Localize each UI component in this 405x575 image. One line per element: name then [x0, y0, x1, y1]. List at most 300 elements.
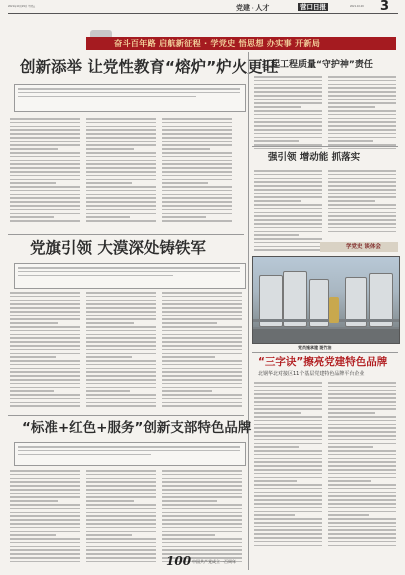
- text-line: [328, 91, 396, 93]
- text-line: [86, 515, 156, 517]
- text-line: [162, 318, 242, 320]
- text-line: [162, 213, 232, 215]
- article1-body-col2: [86, 118, 156, 228]
- text-line: [10, 330, 80, 332]
- text-line: [328, 473, 396, 475]
- text-line: [254, 401, 322, 403]
- right-article2-body-col2: [328, 170, 396, 236]
- text-line: [86, 220, 156, 222]
- text-line: [86, 213, 156, 215]
- right-article3-body-col1: [254, 382, 322, 552]
- text-line: [328, 541, 396, 543]
- text-line: [10, 209, 80, 211]
- text-line: [86, 152, 156, 154]
- text-line: [86, 292, 156, 294]
- text-line: [162, 160, 232, 162]
- text-line: [328, 137, 396, 139]
- text-line: [10, 118, 80, 120]
- text-line: [328, 408, 396, 410]
- text-line: [328, 110, 396, 112]
- text-line: [254, 390, 322, 392]
- text-line: [10, 322, 58, 324]
- text-line: [254, 465, 322, 467]
- text-line: [10, 129, 80, 131]
- text-line: [328, 450, 396, 452]
- text-line: [86, 318, 156, 320]
- text-line: [10, 474, 80, 476]
- text-line: [86, 216, 130, 218]
- text-line: [10, 216, 54, 218]
- text-line: [328, 189, 396, 191]
- text-line: [254, 382, 322, 384]
- text-line: [254, 102, 322, 104]
- text-line: [162, 515, 242, 517]
- text-line: [254, 200, 301, 202]
- text-line: [86, 137, 156, 139]
- text-line: [10, 371, 80, 373]
- text-line: [328, 427, 396, 429]
- text-line: [328, 469, 396, 471]
- text-line: [162, 148, 210, 150]
- text-line: [162, 201, 232, 203]
- text-line: [328, 386, 396, 388]
- text-line: [328, 174, 396, 176]
- text-line: [10, 194, 80, 196]
- text-line: [254, 129, 322, 131]
- text-line: [328, 458, 396, 460]
- article2-top-rule: [8, 234, 244, 235]
- text-line: [254, 174, 322, 176]
- text-line: [162, 133, 232, 135]
- text-line: [86, 167, 156, 169]
- text-line: [254, 522, 322, 524]
- text-line: [162, 315, 242, 317]
- text-line: [10, 405, 80, 407]
- right-article3-top-rule: [252, 352, 398, 353]
- text-line: [86, 122, 156, 124]
- text-line: [254, 227, 322, 229]
- text-line: [254, 110, 322, 112]
- text-line: [86, 182, 132, 184]
- text-line: [162, 122, 232, 124]
- article1-headline: 创新添举 让党性教育“熔炉”炉火更旺: [20, 58, 279, 76]
- text-line: [254, 529, 322, 531]
- text-line: [10, 144, 80, 146]
- text-line: [86, 209, 156, 211]
- text-line: [86, 179, 156, 181]
- text-line: [162, 171, 232, 173]
- text-line: [10, 398, 80, 400]
- text-line: [162, 368, 242, 370]
- text-line: [254, 84, 322, 86]
- text-line: [162, 375, 242, 377]
- text-line: [162, 349, 242, 351]
- text-line: [254, 91, 322, 93]
- text-line: [86, 534, 132, 536]
- text-line: [86, 300, 156, 302]
- text-line: [328, 488, 396, 490]
- text-line: [86, 201, 156, 203]
- text-line: [254, 95, 322, 97]
- text-line: [328, 95, 396, 97]
- text-line: [86, 405, 156, 407]
- text-line: [86, 538, 156, 540]
- text-line: [328, 212, 396, 214]
- text-line: [254, 238, 322, 240]
- text-line: [254, 495, 322, 497]
- text-line: [254, 541, 322, 543]
- text-line: [162, 405, 242, 407]
- text-line: [10, 303, 80, 305]
- text-line: [328, 431, 396, 433]
- text-line: [86, 334, 156, 336]
- text-line: [86, 508, 156, 510]
- text-line: [162, 542, 242, 544]
- text-line: [162, 345, 242, 347]
- text-line: [86, 129, 156, 131]
- text-line: [162, 129, 232, 131]
- text-line: [162, 197, 232, 199]
- text-line: [162, 220, 232, 222]
- text-line: [328, 397, 396, 399]
- text-line: [162, 334, 242, 336]
- text-line: [162, 353, 242, 355]
- text-line: [254, 99, 322, 101]
- text-line: [10, 197, 80, 199]
- text-line: [86, 402, 156, 404]
- text-line: [10, 337, 80, 339]
- text-line: [162, 489, 242, 491]
- text-line: [10, 349, 80, 351]
- side-tag: 学党史 谈体会: [346, 244, 381, 250]
- text-line: [86, 175, 156, 177]
- text-line: [328, 526, 396, 528]
- text-line: [328, 99, 396, 101]
- right-article3-subheadline: 北钢华北对接区11个基层党建特色品牌平台企业: [258, 371, 365, 377]
- text-line: [86, 496, 156, 498]
- article3-headline: “标准+红色+服务”创新支部特色品牌: [22, 420, 252, 436]
- text-line: [162, 402, 242, 404]
- text-line: [86, 478, 156, 480]
- text-line: [86, 531, 156, 533]
- text-line: [10, 152, 80, 154]
- text-line: [10, 531, 80, 533]
- text-line: [254, 137, 322, 139]
- text-line: [254, 249, 322, 251]
- text-line: [86, 315, 156, 317]
- text-line: [10, 390, 54, 392]
- text-line: [162, 356, 215, 358]
- text-line: [328, 492, 396, 494]
- text-line: [162, 141, 232, 143]
- text-line: [10, 148, 58, 150]
- text-line: [162, 311, 242, 313]
- text-line: [328, 129, 396, 131]
- text-line: [162, 390, 212, 392]
- text-line: [328, 121, 396, 123]
- text-line: [86, 390, 130, 392]
- text-line: [10, 220, 80, 222]
- text-line: [162, 167, 232, 169]
- text-line: [328, 401, 396, 403]
- text-line: [86, 549, 156, 551]
- text-line: [254, 118, 322, 120]
- text-line: [328, 420, 396, 422]
- text-line: [328, 518, 396, 520]
- text-line: [328, 208, 396, 210]
- text-line: [10, 160, 80, 162]
- text-line: [328, 480, 371, 482]
- text-line: [10, 307, 80, 309]
- text-line: [86, 353, 156, 355]
- text-line: [254, 443, 322, 445]
- text-line: [254, 76, 322, 78]
- photo-caption: 党员施承建 斑竹油: [298, 345, 332, 350]
- text-line: [328, 514, 369, 516]
- text-line: [86, 356, 132, 358]
- text-line: [328, 405, 396, 407]
- text-line: [86, 364, 156, 366]
- text-line: [162, 175, 232, 177]
- text-line: [328, 507, 396, 509]
- text-line: [86, 156, 156, 158]
- masthead-left-info: 2021年10月29日 星期五: [8, 5, 36, 8]
- text-line: [10, 201, 80, 203]
- text-line: [328, 133, 396, 135]
- text-line: [254, 212, 322, 214]
- article3-body-col1: [10, 470, 80, 568]
- text-line: [328, 140, 373, 142]
- text-line: [328, 170, 396, 172]
- text-line: [86, 160, 156, 162]
- text-line: [86, 512, 156, 514]
- text-line: [162, 527, 242, 529]
- right-article3-headline: “三字诀”擦亮党建特色品牌: [258, 356, 388, 368]
- text-line: [86, 118, 156, 120]
- text-line: [254, 477, 322, 479]
- text-line: [254, 170, 322, 172]
- text-line: [328, 178, 396, 180]
- text-line: [10, 387, 80, 389]
- text-line: [162, 474, 242, 476]
- article1-body-col1: [10, 118, 80, 228]
- text-line: [10, 538, 80, 540]
- text-line: [162, 179, 232, 181]
- text-line: [10, 515, 80, 517]
- text-line: [328, 393, 396, 395]
- text-line: [86, 489, 156, 491]
- text-line: [86, 303, 156, 305]
- text-line: [86, 171, 156, 173]
- text-line: [328, 511, 396, 513]
- text-line: [254, 461, 322, 463]
- text-line: [254, 533, 322, 535]
- text-line: [10, 481, 80, 483]
- text-line: [254, 503, 322, 505]
- text-line: [254, 431, 322, 433]
- text-line: [328, 223, 396, 225]
- text-line: [328, 185, 396, 187]
- text-line: [254, 507, 322, 509]
- text-line: [328, 522, 396, 524]
- text-line: [86, 546, 156, 548]
- text-line: [86, 194, 156, 196]
- right-article2-headline: 强引领 增动能 抓落实: [268, 152, 361, 163]
- text-line: [10, 137, 80, 139]
- text-line: [10, 175, 80, 177]
- text-line: [86, 542, 156, 544]
- text-line: [10, 126, 80, 128]
- text-line: [86, 474, 156, 476]
- text-line: [10, 375, 80, 377]
- text-line: [162, 398, 242, 400]
- masthead-section: 党建 · 人才: [236, 4, 270, 12]
- text-line: [162, 186, 232, 188]
- text-line: [86, 481, 156, 483]
- text-line: [162, 379, 242, 381]
- article2-body-col1: [10, 292, 80, 410]
- text-line: [10, 500, 58, 502]
- text-line: [254, 446, 299, 448]
- text-line: [10, 557, 80, 559]
- text-line: [86, 553, 156, 555]
- text-line: [10, 364, 80, 366]
- text-line: [86, 470, 156, 472]
- text-line: [10, 334, 80, 336]
- text-line: [162, 512, 242, 514]
- text-line: [328, 219, 396, 221]
- text-line: [10, 496, 80, 498]
- text-line: [86, 557, 156, 559]
- text-line: [254, 140, 299, 142]
- text-line: [86, 163, 156, 165]
- text-line: [254, 178, 322, 180]
- text-line: [328, 495, 396, 497]
- text-line: [328, 416, 396, 418]
- text-line: [254, 416, 322, 418]
- text-line: [328, 204, 396, 206]
- text-line: [86, 330, 156, 332]
- section-label: 党建: [236, 4, 250, 12]
- text-line: [86, 398, 156, 400]
- text-line: [86, 144, 156, 146]
- text-line: [86, 326, 156, 328]
- text-line: [86, 519, 156, 521]
- text-line: [254, 469, 322, 471]
- text-line: [10, 478, 80, 480]
- text-line: [162, 360, 242, 362]
- text-line: [10, 470, 80, 472]
- text-line: [254, 424, 322, 426]
- text-line: [162, 387, 242, 389]
- masthead-date: 2021.10.29: [350, 5, 364, 8]
- text-line: [254, 545, 322, 547]
- text-line: [254, 114, 322, 116]
- text-line: [10, 300, 80, 302]
- text-line: [10, 527, 80, 529]
- text-line: [86, 368, 156, 370]
- text-line: [162, 292, 242, 294]
- text-line: [162, 504, 242, 506]
- text-line: [328, 382, 396, 384]
- text-line: [10, 519, 80, 521]
- text-line: [10, 504, 80, 506]
- text-line: [254, 458, 322, 460]
- text-line: [254, 405, 322, 407]
- text-line: [328, 484, 396, 486]
- text-line: [86, 387, 156, 389]
- text-line: [162, 485, 242, 487]
- text-line: [86, 500, 134, 502]
- text-line: [10, 141, 80, 143]
- text-line: [86, 349, 156, 351]
- text-line: [10, 186, 80, 188]
- text-line: [162, 152, 232, 154]
- text-line: [328, 193, 396, 195]
- text-line: [86, 561, 156, 563]
- worker-figure: [329, 297, 339, 323]
- text-line: [328, 80, 396, 82]
- text-line: [254, 420, 322, 422]
- text-line: [254, 223, 322, 225]
- footer-tagline: 中国共产党成立一百周年: [192, 559, 236, 564]
- text-line: [162, 156, 232, 158]
- text-line: [254, 234, 299, 236]
- text-line: [254, 537, 322, 539]
- text-line: [254, 393, 322, 395]
- text-line: [86, 379, 156, 381]
- text-line: [86, 523, 156, 525]
- text-line: [86, 133, 156, 135]
- text-line: [86, 493, 156, 495]
- text-line: [86, 148, 134, 150]
- text-line: [10, 353, 80, 355]
- text-line: [162, 523, 242, 525]
- text-line: [328, 465, 396, 467]
- text-line: [86, 190, 156, 192]
- text-line: [162, 496, 242, 498]
- text-line: [10, 122, 80, 124]
- text-line: [10, 489, 80, 491]
- text-line: [254, 125, 322, 127]
- text-line: [328, 84, 396, 86]
- article1-body-col3: [162, 118, 232, 228]
- text-line: [162, 144, 232, 146]
- text-line: [328, 545, 396, 547]
- text-line: [328, 196, 396, 198]
- right-article1-body-col2: [328, 76, 396, 154]
- text-line: [328, 503, 396, 505]
- text-line: [10, 345, 80, 347]
- text-line: [10, 182, 56, 184]
- text-line: [86, 186, 156, 188]
- text-line: [328, 200, 375, 202]
- text-line: [10, 379, 80, 381]
- banner-text: 奋斗百年路 启航新征程 · 学党史 悟思想 办实事 开新局: [114, 38, 321, 48]
- text-line: [10, 360, 80, 362]
- text-line: [254, 242, 322, 244]
- text-line: [328, 76, 396, 78]
- text-line: [328, 227, 396, 229]
- text-line: [254, 514, 295, 516]
- text-line: [86, 296, 156, 298]
- text-line: [328, 533, 396, 535]
- right-article1-headline: 扛起工程质量“守护神”责任: [262, 60, 373, 70]
- text-line: [86, 345, 156, 347]
- text-line: [162, 205, 232, 207]
- text-line: [328, 390, 396, 392]
- text-line: [10, 213, 80, 215]
